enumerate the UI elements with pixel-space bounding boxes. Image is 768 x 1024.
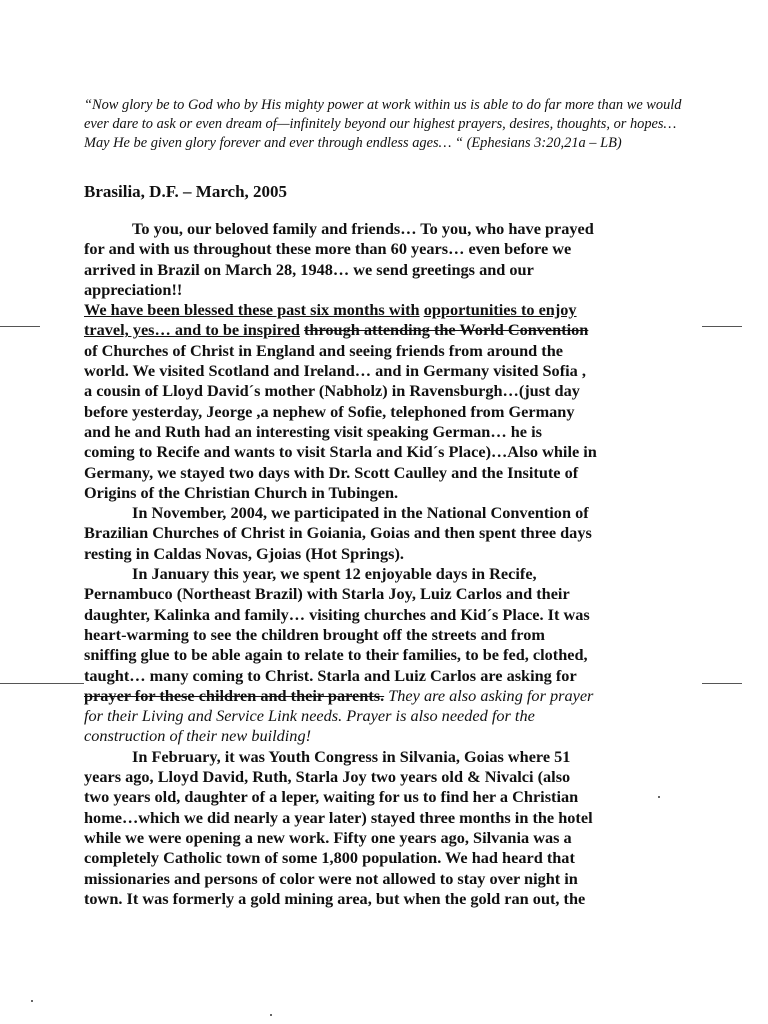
body-line: for and with us throughout these more than 60 years… even before we — [84, 239, 572, 259]
underlined-phrase: travel, yes… and to be inspired — [84, 320, 300, 340]
body-line: In November, 2004, we participated in the National Convention of — [132, 503, 589, 523]
body-line: world. We visited Scotland and Ireland… and in Germany visited Sofia , — [84, 361, 586, 381]
body-line-underlined — [84, 300, 684, 320]
underlined-phrase: We have been blessed these past six months with — [84, 300, 420, 320]
body-line: missionaries and persons of color were not allowed to stay over night in — [84, 868, 578, 888]
body-line: heart-warming to see the children brought off the streets and from — [84, 624, 545, 644]
struck-phrase: through attending the World Convention — [303, 320, 589, 340]
body-line: arrived in Brazil on March 28, 1948… we send greetings and our — [84, 259, 534, 279]
body-line: resting in Caldas Novas, Gjoias (Hot Springs). — [84, 543, 404, 563]
body-line: sniffing glue to be able again to relate to their families, to be fed, clothed, — [84, 645, 588, 665]
body-line: two years old, daughter of a leper, waiting for us to find her a Christian — [84, 787, 579, 807]
body-line: years ago, Lloyd David, Ruth, Starla Joy two years old & Nivalci (also — [84, 767, 571, 787]
scan-speck — [31, 1000, 33, 1002]
scan-mark-right-1 — [702, 326, 742, 327]
underlined-phrase: opportunities to enjoy — [423, 300, 577, 320]
body-line: while we were opening a new work. Fifty one years ago, Silvania was a — [84, 827, 572, 847]
body-line: home…which we did nearly a year later) stayed three months in the hotel — [84, 807, 593, 827]
body-line-italic: for their Living and Service Link needs. Prayer is also needed for the — [84, 706, 535, 726]
scripture-epigraph: “Now glory be to God who by His mighty power at work within us is able to do far more than we would ever dare to ask or even dream of—infinitely beyond our highest prayers, desires, thoughts, or hopes… May He be given glory forever and ever through endless ages… “ (Ephesians 3:20,21a – LB) — [84, 97, 682, 151]
body-line: In January this year, we spent 12 enjoyable days in Recife, — [132, 564, 537, 584]
body-line: Origins of the Christian Church in Tubingen. — [84, 482, 399, 502]
italic-phrase: They are also asking for prayer — [384, 685, 594, 705]
body-line: To you, our beloved family and friends… To you, who have prayed — [132, 219, 594, 238]
body-line: and he and Ruth had an interesting visit speaking German… he is — [84, 421, 542, 441]
body-line-mixed — [84, 686, 684, 706]
body-line: of Churches of Christ in England and seeing friends from around the — [84, 340, 564, 360]
body-line: coming to Recife and wants to visit Starla and Kid´s Place)…Also while in — [84, 442, 597, 462]
scan-mark-left-1 — [0, 326, 40, 327]
struck-phrase: prayer for these children and their parents. — [84, 685, 385, 705]
body-line: Brazilian Churches of Christ in Goiania, Goias and then spent three days — [84, 523, 592, 543]
body-line-italic: construction of their new building! — [84, 726, 312, 746]
body-line: Pernambuco (Northeast Brazil) with Starla Joy, Luiz Carlos and their — [84, 584, 570, 604]
body-line: completely Catholic town of some 1,800 population. We had heard that — [84, 848, 575, 868]
scan-speck — [270, 1014, 272, 1016]
body-line: a cousin of Lloyd David´s mother (Nabholz) in Ravensburgh…(just day — [84, 381, 580, 401]
letter-dateline: Brasilia, D.F. – March, 2005 — [84, 182, 288, 201]
body-line: Germany, we stayed two days with Dr. Scott Caulley and the Insitute of — [84, 462, 579, 482]
body-line: In February, it was Youth Congress in Silvania, Goias where 51 — [132, 746, 571, 766]
scan-mark-left-2 — [0, 683, 84, 684]
body-line: daughter, Kalinka and family… visiting churches and Kid´s Place. It was — [84, 604, 590, 624]
letter-body — [84, 219, 684, 909]
body-line: appreciation!! — [84, 279, 183, 299]
body-line: before yesterday, Jeorge ,a nephew of Sofie, telephoned from Germany — [84, 401, 575, 421]
scan-mark-right-2 — [702, 683, 742, 684]
body-line: town. It was formerly a gold mining area, but when the gold ran out, the — [84, 888, 586, 908]
body-line-underlined — [84, 320, 684, 340]
body-line: taught… many coming to Christ. Starla and Luiz Carlos are asking for — [84, 665, 577, 685]
